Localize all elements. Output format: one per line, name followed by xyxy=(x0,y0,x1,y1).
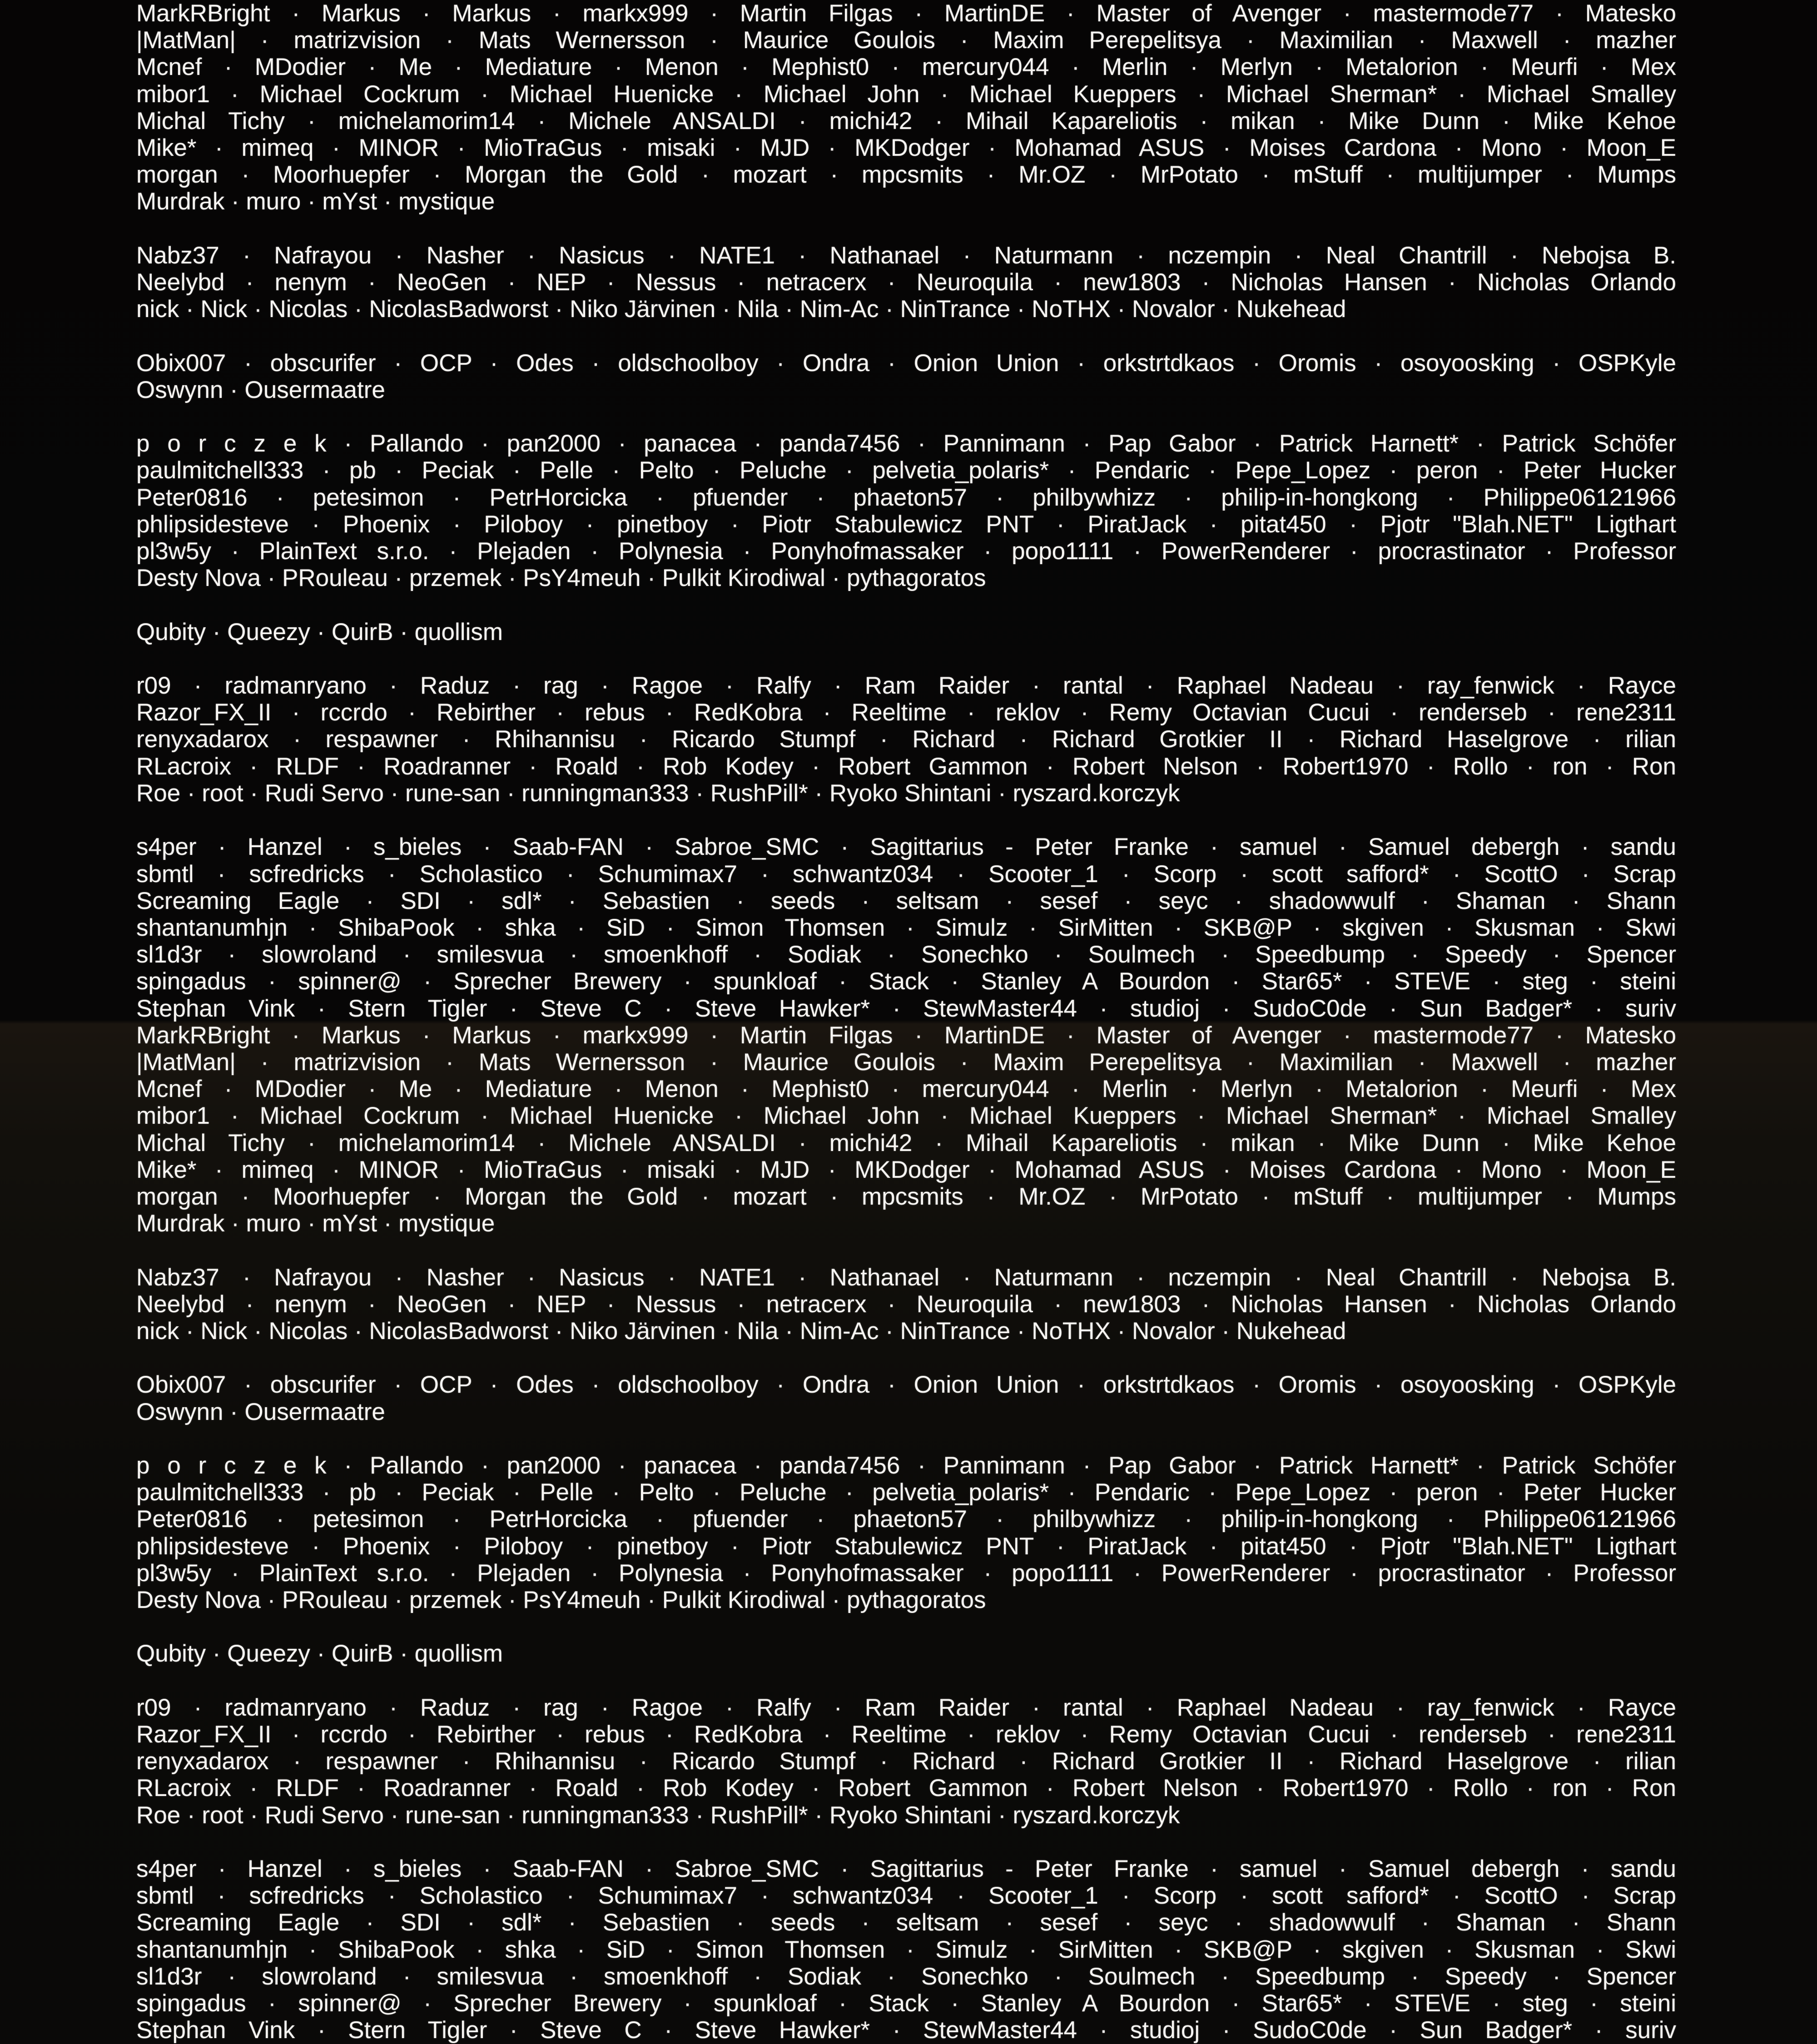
credits-line: Screaming Eagle · SDI · sdl* · Sebastien · seeds · seltsam · sesef · seyc · shadowwulf · Shaman · Shann xyxy=(136,1909,1676,1936)
credits-blank-line xyxy=(136,1613,1676,1640)
credits-line: shantanumhjn · ShibaPook · shka · SiD · Simon Thomsen · Simulz · SirMitten · SKB@P · skgiven · Skusman · Skwi xyxy=(136,1936,1676,1963)
credits-line: Oswynn · Ousermaatre xyxy=(136,376,385,403)
credits-line: RLacroix · RLDF · Roadranner · Roald · Rob Kodey · Robert Gammon · Robert Nelson · Robert1970 · Rollo · ron · Ron xyxy=(136,753,1676,780)
credits-line: mibor1 · Michael Cockrum · Michael Huenicke · Michael John · Michael Kueppers · Michael Sherman* · Michael Smalley xyxy=(136,80,1676,108)
credits-line: shantanumhjn · ShibaPook · shka · SiD · Simon Thomsen · Simulz · SirMitten · SKB@P · skgiven · Skusman · Skwi xyxy=(136,914,1676,941)
credits-line: Peter0816 · petesimon · PetrHorcicka · pfuender · phaeton57 · philbywhizz · philip-in-hongkong · Philippe06121966 xyxy=(136,1506,1676,1533)
credits-line: Roe · root · Rudi Servo · rune-san · runningman333 · RushPill* · Ryoko Shintani · ryszard.korczyk xyxy=(136,779,1180,807)
credits-blank-line xyxy=(136,591,1676,618)
credits-line: RLacroix · RLDF · Roadranner · Roald · Rob Kodey · Robert Gammon · Robert Nelson · Robert1970 · Rollo · ron · Ron xyxy=(136,1775,1676,1802)
credits-line: Obix007 · obscurifer · OCP · Odes · oldschoolboy · Ondra · Onion Union · orkstrtdkaos · Oromis · osoyoosking · OSPKyle xyxy=(136,349,1676,377)
credits-line: p o r c z e k · Pallando · pan2000 · panacea · panda7456 · Pannimann · Pap Gabor · Patrick Harnett* · Patrick Schöfer xyxy=(136,1452,1676,1479)
credits-line: Mcnef · MDodier · Me · Mediature · Menon · Mephist0 · mercury044 · Merlin · Merlyn · Metalorion · Meurfi · Mex xyxy=(136,54,1676,81)
credits-blank-line xyxy=(136,1237,1676,1264)
credits-line: Michal Tichy · michelamorim14 · Michele ANSALDI · michi42 · Mihail Kapareliotis · mikan · Mike Dunn · Mike Kehoe xyxy=(136,107,1676,134)
credits-line: nick · Nick · Nicolas · NicolasBadworst · Niko Järvinen · Nila · Nim-Ac · NinTrance · NoTHX · Novalor · Nukehead xyxy=(136,296,1346,323)
credits-line: Screaming Eagle · SDI · sdl* · Sebastien · seeds · seltsam · sesef · seyc · shadowwulf · Shaman · Shann xyxy=(136,887,1676,914)
credits-line: sl1d3r · slowroland · smilesvua · smoenkhoff · Sodiak · Sonechko · Soulmech · Speedbump · Speedy · Spencer xyxy=(136,1963,1676,1990)
credits-line: MarkRBright · Markus · Markus · markx999 · Martin Filgas · MartinDE · Master of Avenger · mastermode77 · Matesko xyxy=(136,0,1676,27)
credits-blank-line xyxy=(136,645,1676,672)
credits-line: phlipsidesteve · Phoenix · Piloboy · pinetboy · Piotr Stabulewicz PNT · PiratJack · pitat450 · Pjotr "Blah.NET" Ligthart xyxy=(136,1533,1676,1560)
credits-line: s4per · Hanzel · s_bieles · Saab-FAN · Sabroe_SMC · Sagittarius - Peter Franke · samuel · Samuel debergh · sandu xyxy=(136,833,1676,861)
credits-line: morgan · Moorhuepfer · Morgan the Gold · mozart · mpcsmits · Mr.OZ · MrPotato · mStuff · multijumper · Mumps xyxy=(136,161,1676,189)
credits-line: r09 · radmanryano · Raduz · rag · Ragoe · Ralfy · Ram Raider · rantal · Raphael Nadeau · ray_fenwick · Rayce xyxy=(136,1694,1676,1721)
credits-blank-line xyxy=(136,807,1676,833)
credits-line: paulmitchell333 · pb · Peciak · Pelle · Pelto · Peluche · pelvetia_polaris* · Pendaric · Pepe_Lopez · peron · Peter Hucker xyxy=(136,1479,1676,1506)
credits-line: Nabz37 · Nafrayou · Nasher · Nasicus · NATE1 · Nathanael · Naturmann · nczempin · Neal Chantrill · Nebojsa B. xyxy=(136,1264,1676,1291)
credits-line: Neelybd · nenym · NeoGen · NEP · Nessus · netracerx · Neuroquila · new1803 · Nicholas Hansen · Nicholas Orlando xyxy=(136,269,1676,296)
credits-blank-line xyxy=(136,322,1676,349)
credits-line: r09 · radmanryano · Raduz · rag · Ragoe · Ralfy · Ram Raider · rantal · Raphael Nadeau · ray_fenwick · Rayce xyxy=(136,672,1676,700)
credits-line: Stephan Vink · Stern Tigler · Steve C · Steve Hawker* · StewMaster44 · studioj · SudoC0de · Sun Badger* · suriv xyxy=(136,995,1676,1022)
credits-line: Obix007 · obscurifer · OCP · Odes · oldschoolboy · Ondra · Onion Union · orkstrtdkaos · Oromis · osoyoosking · OSPKyle xyxy=(136,1371,1676,1399)
credits-line: p o r c z e k · Pallando · pan2000 · panacea · panda7456 · Pannimann · Pap Gabor · Patrick Harnett* · Patrick Schöfer xyxy=(136,430,1676,457)
credits-line: Mike* · mimeq · MINOR · MioTraGus · misaki · MJD · MKDodger · Mohamad ASUS · Moises Cardona · Mono · Moon_E xyxy=(136,134,1676,162)
credits-line: Stephan Vink · Stern Tigler · Steve C · Steve Hawker* · StewMaster44 · studioj · SudoC0de · Sun Badger* · suriv xyxy=(136,2017,1676,2044)
credits-blank-line xyxy=(136,1425,1676,1452)
credits-blank-line xyxy=(136,403,1676,430)
credits-line: renyxadarox · respawner · Rhihannisu · Ricardo Stumpf · Richard · Richard Grotkier II · Richard Haselgrove · rilian xyxy=(136,1748,1676,1775)
credits-line: MarkRBright · Markus · Markus · markx999 · Martin Filgas · MartinDE · Master of Avenger · mastermode77 · Matesko xyxy=(136,1022,1676,1049)
credits-line: Oswynn · Ousermaatre xyxy=(136,1398,385,1425)
credits-line: pl3w5y · PlainText s.r.o. · Plejaden · Polynesia · Ponyhofmassaker · popo1111 · PowerRenderer · procrastinator · Professor xyxy=(136,538,1676,565)
credits-line: sl1d3r · slowroland · smilesvua · smoenkhoff · Sodiak · Sonechko · Soulmech · Speedbump · Speedy · Spencer xyxy=(136,941,1676,968)
credits-blank-line xyxy=(136,215,1676,242)
credits-line: Qubity · Queezy · QuirB · quollism xyxy=(136,1640,503,1667)
credits-line: paulmitchell333 · pb · Peciak · Pelle · Pelto · Peluche · pelvetia_polaris* · Pendaric · Pepe_Lopez · peron · Peter Hucker xyxy=(136,457,1676,484)
credits-blank-line xyxy=(136,1344,1676,1371)
credits-line: s4per · Hanzel · s_bieles · Saab-FAN · Sabroe_SMC · Sagittarius - Peter Franke · samuel · Samuel debergh · sandu xyxy=(136,1855,1676,1883)
credits-line: Roe · root · Rudi Servo · rune-san · runningman333 · RushPill* · Ryoko Shintani · ryszard.korczyk xyxy=(136,1801,1180,1829)
credits-line: Desty Nova · PRouleau · przemek · PsY4meuh · Pulkit Kirodiwal · pythagoratos xyxy=(136,1586,986,1613)
credits-line: Michal Tichy · michelamorim14 · Michele ANSALDI · michi42 · Mihail Kapareliotis · mikan · Mike Dunn · Mike Kehoe xyxy=(136,1129,1676,1156)
credits-text-column xyxy=(136,0,1676,2044)
credits-line: Murdrak · muro · mYst · mystique xyxy=(136,188,495,215)
credits-line: Peter0816 · petesimon · PetrHorcicka · pfuender · phaeton57 · philbywhizz · philip-in-hongkong · Philippe06121966 xyxy=(136,484,1676,511)
credits-line: |MatMan| · matrizvision · Mats Wernersson · Maurice Goulois · Maxim Perepelitsya · Maximilian · Maxwell · mazher xyxy=(136,27,1676,54)
credits-line: pl3w5y · PlainText s.r.o. · Plejaden · Polynesia · Ponyhofmassaker · popo1111 · PowerRenderer · procrastinator · Professor xyxy=(136,1559,1676,1587)
credits-line: spingadus · spinner@ · Sprecher Brewery · spunkloaf · Stack · Stanley A Bourdon · Star65* · STE\/E · steg · steini xyxy=(136,1990,1676,2017)
credits-line: Razor_FX_II · rccrdo · Rebirther · rebus · RedKobra · Reeltime · reklov · Remy Octavian Cucui · renderseb · rene2311 xyxy=(136,1721,1676,1748)
credits-line: morgan · Moorhuepfer · Morgan the Gold · mozart · mpcsmits · Mr.OZ · MrPotato · mStuff · multijumper · Mumps xyxy=(136,1183,1676,1210)
credits-line: Mcnef · MDodier · Me · Mediature · Menon · Mephist0 · mercury044 · Merlin · Merlyn · Metalorion · Meurfi · Mex xyxy=(136,1076,1676,1103)
credits-blank-line xyxy=(136,1667,1676,1694)
credits-line: phlipsidesteve · Phoenix · Piloboy · pinetboy · Piotr Stabulewicz PNT · PiratJack · pitat450 · Pjotr "Blah.NET" Ligthart xyxy=(136,511,1676,538)
credits-line: Desty Nova · PRouleau · przemek · PsY4meuh · Pulkit Kirodiwal · pythagoratos xyxy=(136,565,986,592)
credits-line: Nabz37 · Nafrayou · Nasher · Nasicus · NATE1 · Nathanael · Naturmann · nczempin · Neal Chantrill · Nebojsa B. xyxy=(136,242,1676,269)
credits-line: |MatMan| · matrizvision · Mats Wernersson · Maurice Goulois · Maxim Perepelitsya · Maximilian · Maxwell · mazher xyxy=(136,1048,1676,1076)
credits-line: spingadus · spinner@ · Sprecher Brewery · spunkloaf · Stack · Stanley A Bourdon · Star65* · STE\/E · steg · steini xyxy=(136,968,1676,995)
credits-line: sbmtl · scfredricks · Scholastico · Schumimax7 · schwantz034 · Scooter_1 · Scorp · scott safford* · ScottO · Scrap xyxy=(136,860,1676,888)
credits-line: Mike* · mimeq · MINOR · MioTraGus · misaki · MJD · MKDodger · Mohamad ASUS · Moises Cardona · Mono · Moon_E xyxy=(136,1156,1676,1183)
credits-line: Razor_FX_II · rccrdo · Rebirther · rebus · RedKobra · Reeltime · reklov · Remy Octavian Cucui · renderseb · rene2311 xyxy=(136,699,1676,726)
credits-line: renyxadarox · respawner · Rhihannisu · Ricardo Stumpf · Richard · Richard Grotkier II · Richard Haselgrove · rilian xyxy=(136,726,1676,753)
credits-line: Neelybd · nenym · NeoGen · NEP · Nessus · netracerx · Neuroquila · new1803 · Nicholas Hansen · Nicholas Orlando xyxy=(136,1290,1676,1318)
credits-line: Qubity · Queezy · QuirB · quollism xyxy=(136,618,503,645)
credits-line: Murdrak · muro · mYst · mystique xyxy=(136,1210,495,1237)
credits-blank-line xyxy=(136,1829,1676,1855)
credits-line: nick · Nick · Nicolas · NicolasBadworst · Niko Järvinen · Nila · Nim-Ac · NinTrance · NoTHX · Novalor · Nukehead xyxy=(136,1317,1346,1344)
credits-line: sbmtl · scfredricks · Scholastico · Schumimax7 · schwantz034 · Scooter_1 · Scorp · scott safford* · ScottO · Scrap xyxy=(136,1882,1676,1910)
credits-line: mibor1 · Michael Cockrum · Michael Huenicke · Michael John · Michael Kueppers · Michael Sherman* · Michael Smalley xyxy=(136,1102,1676,1130)
